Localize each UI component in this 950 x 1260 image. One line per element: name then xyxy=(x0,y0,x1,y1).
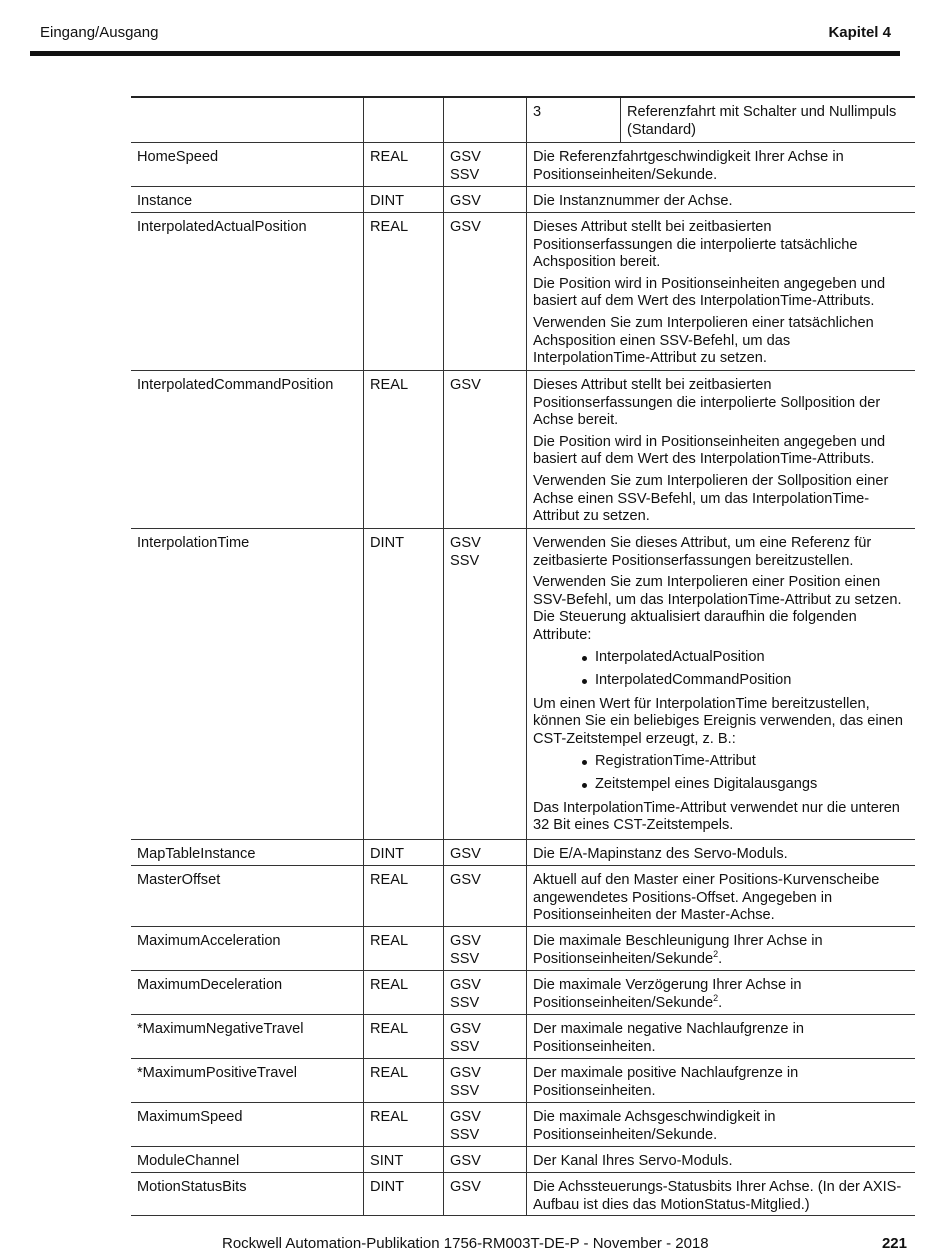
paragraph-tail: . xyxy=(718,994,723,1011)
paragraph-text: Die Achssteuerungs-Statusbits Ihrer Achse. (In der AXIS-Aufbau ist dies das MotionStatus-Mitglied.) xyxy=(533,1179,902,1213)
attribute-name: HomeSpeed xyxy=(137,149,219,165)
access-value: GSV xyxy=(450,1153,481,1169)
description-paragraph xyxy=(533,219,909,272)
description-paragraph xyxy=(533,977,909,1012)
description-paragraph xyxy=(533,149,909,184)
access-rule xyxy=(443,1015,526,1058)
description-paragraph xyxy=(533,1153,909,1171)
access-value: GSV xyxy=(450,1179,481,1195)
data-type: REAL xyxy=(363,213,443,370)
access-value: GSV xyxy=(450,535,481,551)
table-row xyxy=(131,1015,915,1059)
attribute-name: Instance xyxy=(137,193,193,209)
data-type: REAL xyxy=(363,371,443,528)
access-rule xyxy=(443,1147,526,1172)
description xyxy=(526,1103,915,1146)
paragraph-text: Verwenden Sie zum Interpolieren einer Position einen SSV-Befehl, um das InterpolationTime-Attribut zu setzen. Die Steuerung aktualisiert daraufhin die folgenden Attribute: xyxy=(533,574,902,643)
access-value: GSV xyxy=(450,193,481,209)
access-value: SSV xyxy=(450,950,480,967)
paragraph-text: Die Referenzfahrtgeschwindigkeit Ihrer Achse in Positionseinheiten/Sekunde. xyxy=(533,149,844,183)
table-row xyxy=(131,143,915,187)
paragraph-text: Die Position wird in Positionseinheiten angegeben und basiert auf dem Wert des InterpolationTime-Attributs. xyxy=(533,433,886,468)
access-value: SSV xyxy=(450,552,480,569)
running-header-section: Eingang/Ausgang xyxy=(40,24,159,41)
paragraph-text: Verwenden Sie dieses Attribut, um eine Referenz für zeitbasierte Positionserfassungen bereitzustellen. xyxy=(533,535,872,569)
attribute-name: MapTableInstance xyxy=(137,846,256,862)
description xyxy=(526,1059,915,1102)
description xyxy=(526,1015,915,1058)
description-paragraph xyxy=(533,1065,909,1100)
header-rule xyxy=(30,51,900,56)
description-paragraph xyxy=(533,574,909,644)
superscript: 2 xyxy=(713,992,719,1003)
paragraph-text: Dieses Attribut stellt bei zeitbasierten Positionserfassungen die interpolierte tatsächliche Achsposition bereit. xyxy=(533,219,858,271)
bullet-item: RegistrationTime-Attribut xyxy=(573,753,909,771)
attribute-name: InterpolationTime xyxy=(137,535,250,551)
access-value: GSV xyxy=(450,1021,481,1037)
data-type: REAL xyxy=(363,143,443,186)
description-paragraph xyxy=(533,1179,909,1214)
table-row xyxy=(131,1147,915,1173)
access-rule xyxy=(443,187,526,212)
access-value: GSV xyxy=(450,933,481,949)
description-paragraph xyxy=(533,800,909,835)
paragraph-text: Die maximale Beschleunigung Ihrer Achse in Positionseinheiten/Sekunde xyxy=(533,933,823,967)
paragraph-text: Der maximale positive Nachlaufgrenze in Positionseinheiten. xyxy=(533,1065,799,1099)
access-rule xyxy=(443,1059,526,1102)
paragraph-text: Die Instanznummer der Achse. xyxy=(533,193,733,209)
attribute-table xyxy=(131,96,915,1216)
attribute-name: InterpolatedCommandPosition xyxy=(137,377,334,393)
attribute-name: ModuleChannel xyxy=(137,1153,240,1169)
attribute-name: *MaximumNegativeTravel xyxy=(137,1021,304,1037)
description-paragraph xyxy=(533,193,909,211)
table-row xyxy=(131,971,915,1015)
access-rule xyxy=(443,1173,526,1215)
description xyxy=(526,213,915,370)
data-type: REAL xyxy=(363,927,443,970)
access-rule xyxy=(443,371,526,528)
table-row xyxy=(131,866,915,927)
paragraph-text: Die Position wird in Positionseinheiten angegeben und basiert auf dem Wert des InterpolationTime-Attributs. xyxy=(533,275,886,310)
access-value: GSV xyxy=(450,377,481,393)
data-type: REAL xyxy=(363,866,443,926)
data-type: DINT xyxy=(363,187,443,212)
continuation-value: 3 xyxy=(526,98,620,142)
access-value: SSV xyxy=(450,994,480,1011)
description xyxy=(526,1173,915,1215)
description-paragraph xyxy=(533,872,909,925)
attribute-name: MaximumAcceleration xyxy=(137,933,281,949)
bullet-item: InterpolatedCommandPosition xyxy=(573,672,909,690)
table-row xyxy=(131,529,915,840)
description-paragraph xyxy=(533,1109,909,1144)
paragraph-text: Um einen Wert für InterpolationTime bereitzustellen, können Sie ein beliebiges Ereignis verwenden, das einen CST-Zeitstempel erzeugt, z. B.: xyxy=(533,695,903,747)
bullet-item: InterpolatedActualPosition xyxy=(573,649,909,667)
paragraph-text: Die E/A-Mapinstanz des Servo-Moduls. xyxy=(533,846,788,862)
data-type: REAL xyxy=(363,1059,443,1102)
attribute-name: *MaximumPositiveTravel xyxy=(137,1065,298,1081)
description-paragraph xyxy=(533,315,909,368)
table-row xyxy=(131,840,915,866)
table-row-continuation xyxy=(131,98,915,143)
table-row xyxy=(131,927,915,971)
access-value: GSV xyxy=(450,149,481,165)
access-value: SSV xyxy=(450,1038,480,1055)
description xyxy=(526,866,915,926)
paragraph-text: Das InterpolationTime-Attribut verwendet nur die unteren 32 Bit eines CST-Zeitstempels. xyxy=(533,799,900,834)
access-value: GSV xyxy=(450,1109,481,1125)
description xyxy=(526,927,915,970)
paragraph-text: Dieses Attribut stellt bei zeitbasierten Positionserfassungen die interpolierte Sollposition der Achse bereit. xyxy=(533,377,881,429)
description xyxy=(526,187,915,212)
description-paragraph xyxy=(533,535,909,570)
access-value: SSV xyxy=(450,1082,480,1099)
description xyxy=(526,371,915,528)
attribute-name: InterpolatedActualPosition xyxy=(137,219,307,235)
continuation-text: Referenzfahrt mit Schalter und Nullimpuls (Standard) xyxy=(620,98,915,142)
description-paragraph xyxy=(533,696,909,749)
description-paragraph xyxy=(533,276,909,311)
description xyxy=(526,971,915,1014)
access-rule xyxy=(443,1103,526,1146)
data-type: REAL xyxy=(363,1103,443,1146)
description xyxy=(526,840,915,865)
description-paragraph xyxy=(533,434,909,469)
description-paragraph xyxy=(533,846,909,864)
data-type: DINT xyxy=(363,840,443,865)
access-rule xyxy=(443,866,526,926)
attribute-name: MaximumSpeed xyxy=(137,1109,243,1125)
access-value: GSV xyxy=(450,846,481,862)
footer-publication: Rockwell Automation-Publikation 1756-RM003T-DE-P - November - 2018 xyxy=(222,1235,709,1252)
access-value: SSV xyxy=(450,1126,480,1143)
table-row xyxy=(131,1173,915,1216)
access-value: GSV xyxy=(450,219,481,235)
paragraph-text: Aktuell auf den Master einer Positions-Kurvenscheibe angewendetes Positions-Offset. Angegeben in Positionseinheiten der Master-Achse. xyxy=(533,872,880,924)
paragraph-text: Verwenden Sie zum Interpolieren der Sollposition einer Achse einen SSV-Befehl, um das InterpolationTime-Attribut zu setzen. xyxy=(533,472,889,525)
bullet-item: Zeitstempel eines Digitalausgangs xyxy=(573,776,909,794)
description xyxy=(526,1147,915,1172)
description-paragraph xyxy=(533,1021,909,1056)
paragraph-text: Der Kanal Ihres Servo-Moduls. xyxy=(533,1153,733,1169)
access-rule xyxy=(443,971,526,1014)
table-row xyxy=(131,1103,915,1147)
paragraph-text: Die maximale Achsgeschwindigkeit in Positionseinheiten/Sekunde. xyxy=(533,1109,776,1143)
description xyxy=(526,143,915,186)
table-row xyxy=(131,371,915,529)
paragraph-text: Der maximale negative Nachlaufgrenze in Positionseinheiten. xyxy=(533,1021,804,1055)
paragraph-text: Die maximale Verzögerung Ihrer Achse in Positionseinheiten/Sekunde xyxy=(533,977,802,1011)
running-header-chapter: Kapitel 4 xyxy=(828,24,891,41)
access-rule xyxy=(443,213,526,370)
data-type: REAL xyxy=(363,1015,443,1058)
access-value: GSV xyxy=(450,1065,481,1081)
description-paragraph xyxy=(533,377,909,430)
access-rule xyxy=(443,840,526,865)
description-paragraph xyxy=(533,933,909,968)
access-rule xyxy=(443,529,526,839)
data-type: REAL xyxy=(363,971,443,1014)
attribute-name: MotionStatusBits xyxy=(137,1179,247,1195)
data-type: SINT xyxy=(363,1147,443,1172)
access-value: GSV xyxy=(450,872,481,888)
paragraph-text: Verwenden Sie zum Interpolieren einer tatsächlichen Achsposition einen SSV-Befehl, um das InterpolationTime-Attribut zu setzen. xyxy=(533,314,874,367)
access-value: GSV xyxy=(450,977,481,993)
attribute-name: MaximumDeceleration xyxy=(137,977,283,993)
page-number: 221 xyxy=(881,1235,907,1252)
access-value: SSV xyxy=(450,166,480,183)
paragraph-tail: . xyxy=(718,950,723,967)
data-type: DINT xyxy=(363,529,443,839)
attribute-name: MasterOffset xyxy=(137,872,221,888)
superscript: 2 xyxy=(713,948,719,959)
data-type: DINT xyxy=(363,1173,443,1215)
table-row xyxy=(131,1059,915,1103)
table-row xyxy=(131,187,915,213)
access-rule xyxy=(443,143,526,186)
access-rule xyxy=(443,927,526,970)
description xyxy=(526,529,915,839)
description-paragraph xyxy=(533,473,909,526)
table-row xyxy=(131,213,915,371)
